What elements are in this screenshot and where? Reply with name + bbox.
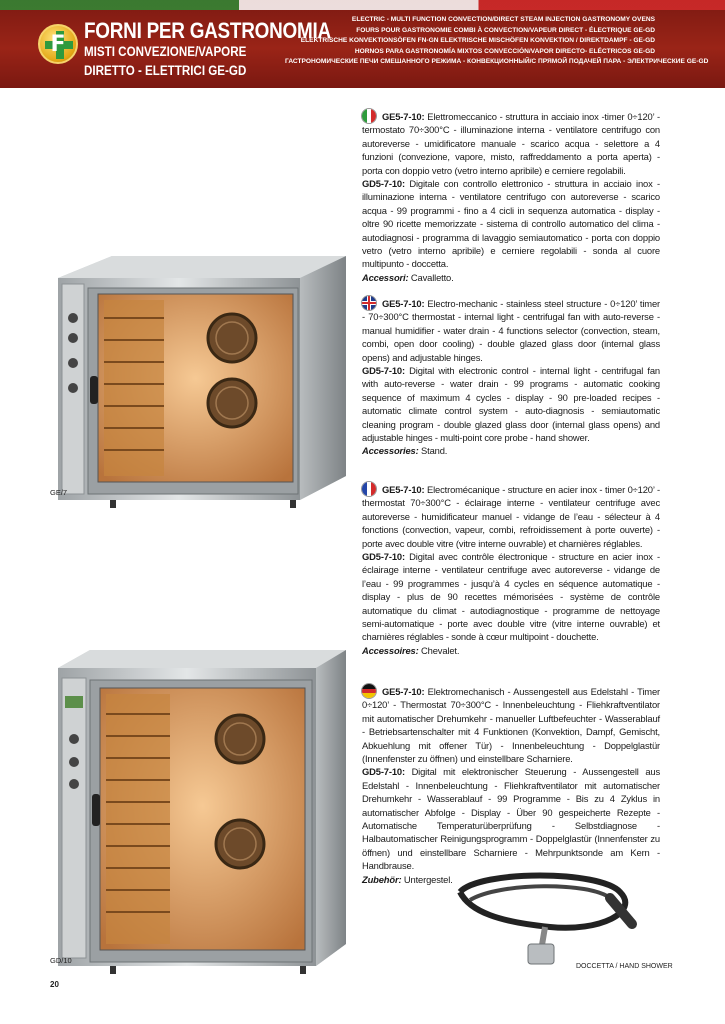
de-gd-code: GD5-7-10: (362, 766, 405, 778)
header-line-fr: FOURS POUR GASTRONOMIE COMBI À CONVECTION/VAPEUR DIRECT - ÉLECTRIQUE GE-GD (356, 26, 655, 34)
section-it (362, 109, 660, 284)
uk-flag-icon (362, 296, 376, 310)
it-ge-code: GE5-7-10: (382, 111, 425, 122)
it-gd-code: GD5-7-10: (362, 178, 405, 190)
fr-acc-text: Chevalet. (421, 644, 460, 656)
it-gd-text: Digitale con controllo elettronico - struttura in acciaio inox - illuminazione interna - ventilatore centrifugo con autoreverse - scarico acqua - 99 programmi - fino a 4 cicli in sequenza automatica - display - oltre 90 ricette memorizzate - sistema di controllo automatico del clima - autodiagnosi - programma di lavaggio semiautomatico - porta con doppio vetro (vetro interno apribile) e cerniere regolabili - sonda al cuore multipunto - doccetta. (362, 178, 660, 270)
fr-ge-code: GE5-7-10: (382, 484, 425, 495)
fr-gd-paragraph (362, 550, 660, 644)
en-accessories (362, 444, 660, 457)
section-de (362, 684, 660, 886)
de-ge-paragraph (362, 684, 660, 765)
it-ge-text: Elettromeccanico - struttura in acciaio inox -timer 0÷120’ - termostato 70÷300°C - illuminazione interna - ventilatore centrifugo con autoreverse - umidificatore manuale - scarico acqua - selettore a 4 funzioni (convezione, vapore, misto, raffreddamento a porta aperta) - porta con doppio vetro (vetro interno apribile) e cerniere regolabili. (362, 111, 660, 176)
header-line-es: HORNOS PARA GASTRONOMÍA MIXTOS CONVECCIÓN/VAPOR DIRECTO- ELÉCTRICOS GE-GD (354, 47, 655, 55)
de-gd-paragraph (362, 765, 660, 872)
en-acc-label: Accessories: (362, 445, 419, 457)
france-flag-icon (362, 482, 376, 496)
oven-gd10-image (50, 644, 350, 974)
page-subtitle-2: DIRETTO - ELETTRICI GE-GD (84, 63, 247, 78)
page-number: 20 (50, 980, 59, 989)
hand-shower-caption: DOCCETTA / HAND SHOWER (576, 963, 673, 970)
header-line-ru: ГАСТРОНОМИЧЕСКИЕ ПЕЧИ СМЕШАННОГО РЕЖИМА - КОНВЕКЦИОННЫЙ/С ПРЯМОЙ ПОДАЧЕЙ ПАРА - ЭЛЕКТРИЧЕСКИЕ GE-GD (285, 58, 709, 66)
it-gd-paragraph (362, 177, 660, 271)
header-line-de: ELEKTRISCHE KONVEKTIONSÖFEN FN-GN ELEKTRISCHE MISCHÖFEN KONVEKTION / DIREKTDAMPF - GE-GD (300, 37, 655, 45)
de-gd-text: Digital mit elektronischer Steuerung - Aussengestell aus Edelstahl - Innenbeleuchtung - Fliehkraftventilator mit automatischer Drehumkehr - Wasserablauf - 99 Programme - Bis zu 4 Zyklus in automatischer Abfolge - Display - Über 90 gespeicherte Rezepte - Automatische Temperaturüberprüfung - Selbstdiagnose - Halbautomatischer Reinigungsprogramm - Doppelglastür (Innenfenster zu öffnen) und einstellbare Scharniere - Mehrpunktsonde am Kern - Handbrause. (362, 766, 660, 872)
de-ge-text: Elektromechanisch - Aussengestell aus Edelstahl - Timer 0÷120’ - Thermostat 70÷300°C - Innenbeleuchtung - Fliehkraftventilator mit automatischer Drehumkehr - manueller Luftbefeuchter - Wasserablauf - Betriebsartenschalter mit 4 Funktionen (Konvektion, Dampf, Gemischt, Abkuehlung mit offener Tür) - Innenbeleuchtung - Doppelglastür (Innenfenster zu öffnen) und einstellbare Scharniere. (362, 686, 660, 765)
en-ge-code: GE5-7-10: (382, 298, 425, 309)
en-gd-text: Digital with electronic control - internal light - centrifugal fan with auto-reverse - water drain - 99 programs - automatic cooking sequence of maximum 4 cycles - display - 90 pre-loaded recipes - automatic climate control system - auto-diagnosis - semiautomatic cleaning program - double glazed glass door (internal glass opens) and adjustable hinges - multi-point core probe - hand shower. (362, 365, 660, 444)
fr-gd-text: Digital avec contrôle électronique - structure en acier inox - éclairage interne - ventilateur centrifuge avec autoreverse - vidange de l’eau - 99 programmes - jusqu’à 4 cycles en séquence automatique - display - plus de 90 recettes mémorisées - système de contrôle automatique du climat - autodiagnostique - programme de nettoyage semi-automatique - porte avec double vitre (vitre interne ouvrable) et charnières réglables - sonde à cœur multipoint - douchette. (362, 551, 660, 643)
section-fr (362, 482, 660, 657)
oven-ge7-caption: GE/7 (50, 488, 68, 497)
it-acc-text: Cavalletto. (410, 271, 454, 283)
hand-shower-image (440, 872, 650, 972)
en-ge-text: Electro-mechanic - stainless steel structure - 0÷120’ timer - 70÷300°C thermostat - internal light - centrifugal fan with auto-reverse - manual humidifier - water drain - 4 functions selector (convection, steam, combi, open door cooling) - double glazed glass door (internal glass opens) and adjustable hinges. (362, 298, 660, 363)
header-translations (285, 15, 709, 68)
logo-letter: F (50, 32, 66, 57)
de-accessories (362, 873, 660, 886)
en-gd-code: GD5-7-10: (362, 365, 405, 377)
oven-gd10-caption: GD/10 (50, 956, 72, 965)
de-acc-text: Untergestel. (403, 873, 453, 885)
de-acc-label: Zubehör: (362, 873, 402, 885)
it-ge-paragraph (362, 109, 660, 177)
header-flag-stripe (0, 0, 725, 10)
page-header (0, 0, 725, 88)
en-acc-text: Stand. (421, 445, 448, 457)
fr-ge-paragraph (362, 482, 660, 550)
header-line-en: ELECTRIC - MULTI FUNCTION CONVECTION/DIRECT STEAM INJECTION GASTRONOMY OVENS (351, 16, 655, 23)
fr-acc-label: Accessoires: (362, 644, 419, 656)
page-title: FORNI PER GASTRONOMIA (84, 18, 331, 43)
en-ge-paragraph (362, 296, 660, 364)
fr-gd-code: GD5-7-10: (362, 551, 405, 563)
de-ge-code: GE5-7-10: (382, 686, 425, 697)
page-subtitle-1: MISTI CONVEZIONE/VAPORE (84, 44, 247, 59)
brand-logo (38, 24, 78, 64)
section-en (362, 296, 660, 458)
italy-flag-icon (362, 109, 376, 123)
germany-flag-icon (362, 684, 376, 698)
it-accessories (362, 271, 660, 284)
oven-ge7-image (50, 248, 350, 510)
en-gd-paragraph (362, 364, 660, 444)
fr-ge-text: Electromécanique - structure en acier inox - timer 0÷120’ - thermostat 70÷300°C - éclairage interne - ventilateur centrifuge avec autoreverse - humidificateur manuel - vidange de l’eau - sélecteur à 4 fonctions (convection, vapeur, combi, refroidissement à porte ouverte) - porte avec double vitre (vitre interne ouvrable) et charnières réglables. (362, 484, 660, 549)
fr-accessories (362, 644, 660, 657)
it-acc-label: Accessori: (362, 271, 409, 283)
